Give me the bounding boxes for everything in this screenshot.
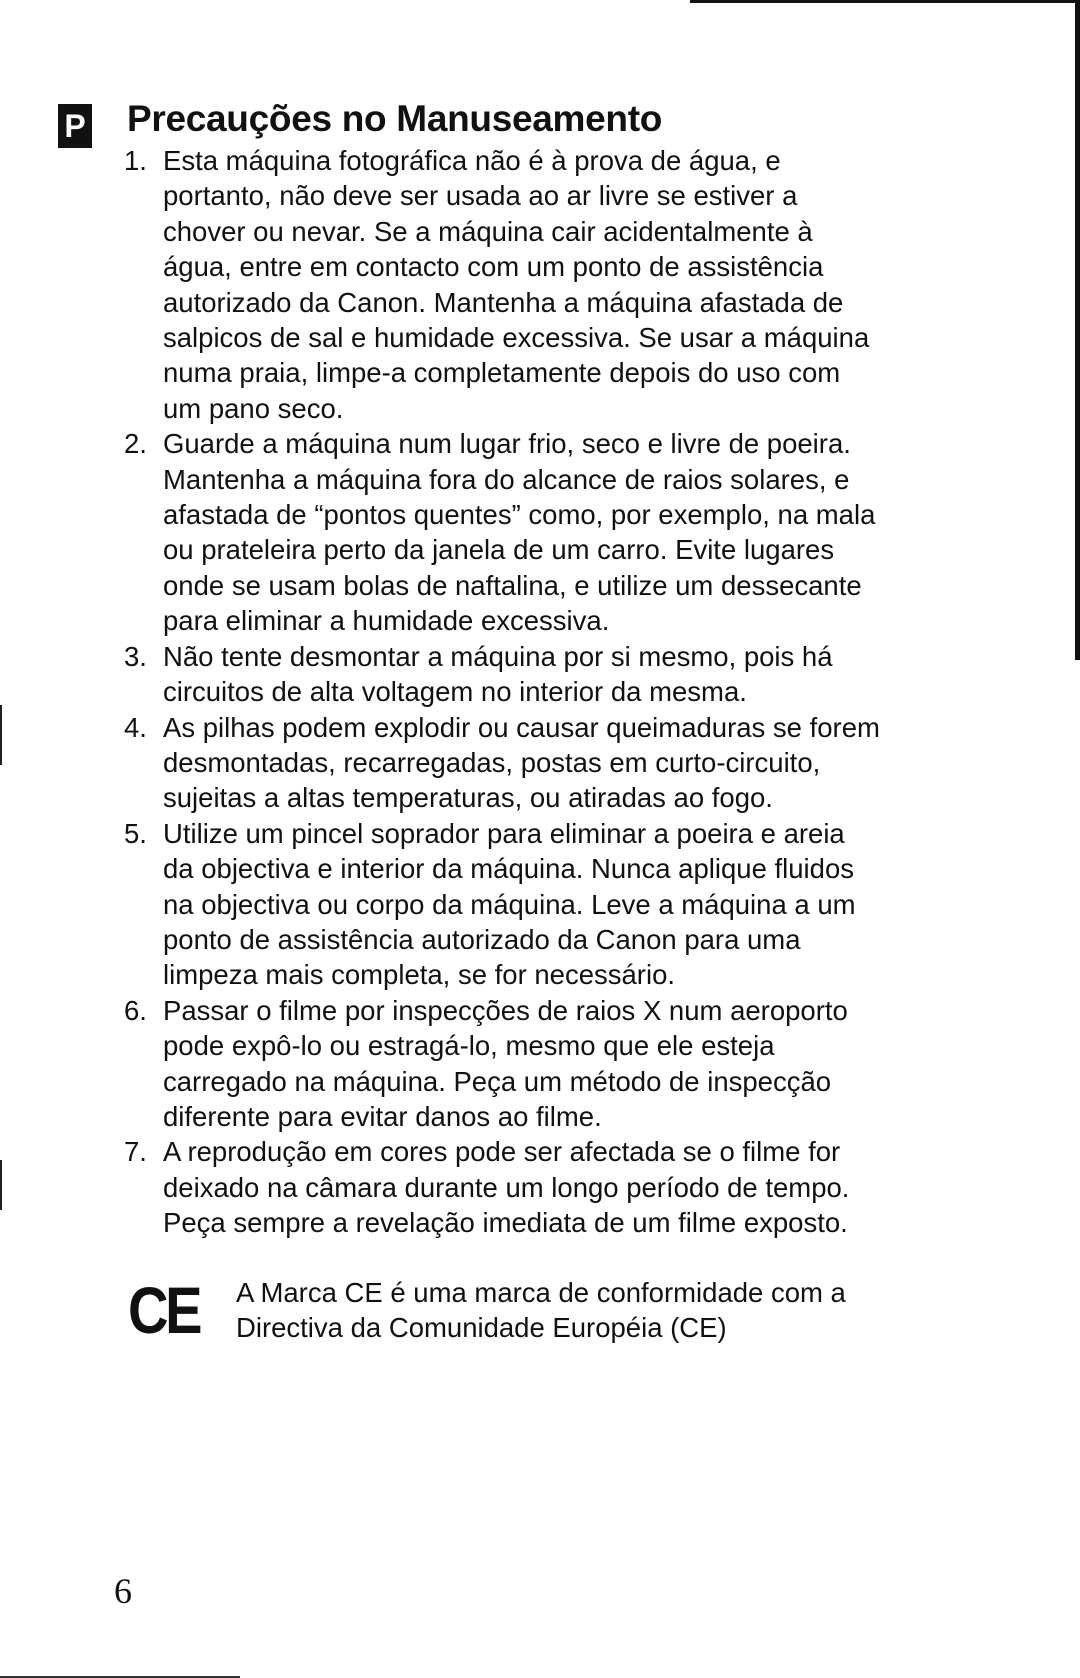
list-item: [124, 143, 944, 426]
text-line: As pilhas podem explodir ou causar queimaduras se forem: [163, 711, 880, 743]
text-line: para eliminar a humidade excessiva.: [163, 605, 610, 637]
item-number: 1.: [124, 145, 147, 176]
text-line: deixado na câmara durante um longo período de tempo.: [163, 1171, 850, 1203]
text-line: autorizado da Canon. Mantenha a máquina afastada de: [163, 286, 844, 318]
ce-text-line: Directiva da Comunidade Européia (CE): [236, 1312, 727, 1343]
text-line: ponto de assistência autorizado da Canon para uma: [163, 923, 801, 955]
item-number: 6.: [124, 994, 147, 1026]
item-number: 7.: [124, 1136, 147, 1168]
scan-edge-top: [690, 0, 1080, 3]
ce-text-line: A Marca CE é uma marca de conformidade com a: [236, 1277, 846, 1308]
list-item: [124, 426, 944, 638]
item-number: 3.: [124, 640, 147, 672]
item-text: [163, 816, 856, 993]
item-text: [163, 993, 848, 1135]
text-line: água, entre em contacto com um ponto de assistência: [163, 251, 824, 283]
text-line: salpicos de sal e humidade excessiva. Se usar a máquina: [163, 322, 870, 354]
ce-notice: [128, 1275, 846, 1345]
text-line: circuitos de alta voltagem no interior da mesma.: [163, 676, 747, 708]
text-line: portanto, não deve ser usada ao ar livre se estiver a: [163, 180, 798, 212]
text-line: pode expô-lo ou estragá-lo, mesmo que ele esteja: [163, 1030, 775, 1062]
item-number: 2.: [124, 428, 147, 460]
list-item: [124, 639, 944, 710]
page-number: 6: [114, 1571, 132, 1611]
list-item: [124, 993, 944, 1135]
text-line: na objectiva ou corpo da máquina. Leve a máquina a um: [163, 888, 856, 920]
scan-mark: [0, 705, 2, 765]
text-line: chover ou nevar. Se a máquina cair acidentalmente à: [163, 215, 813, 247]
item-text: [163, 1134, 849, 1240]
list-item: [124, 1134, 944, 1240]
language-badge: P: [58, 104, 92, 148]
item-number: 4.: [124, 711, 147, 743]
text-line: desmontadas, recarregadas, postas em curto-circuito,: [163, 746, 821, 778]
page-title: Precauções no Manuseamento: [127, 98, 663, 139]
list-item: [124, 710, 944, 816]
text-line: Mantenha a máquina fora do alcance de raios solares, e: [163, 463, 850, 495]
text-line: sujeitas a altas temperaturas, ou atiradas ao fogo.: [163, 782, 773, 814]
item-text: [163, 639, 833, 710]
text-line: carregado na máquina. Peça um método de inspecção: [163, 1065, 832, 1097]
text-line: A reprodução em cores pode ser afectada se o filme for: [163, 1136, 841, 1168]
text-line: onde se usam bolas de naftalina, e utilize um dessecante: [163, 569, 862, 601]
text-line: da objectiva e interior da máquina. Nunca aplique fluidos: [163, 853, 854, 885]
text-line: Guarde a máquina num lugar frio, seco e livre de poeira.: [163, 428, 851, 460]
text-line: Utilize um pincel soprador para eliminar a poeira e areia: [163, 817, 845, 849]
precautions-list: [124, 143, 944, 1241]
text-line: Não tente desmontar a máquina por si mesmo, pois há: [163, 640, 833, 672]
text-line: Peça sempre a revelação imediata de um filme exposto.: [163, 1207, 848, 1239]
text-line: limpeza mais completa, se for necessário.: [163, 959, 676, 991]
ce-text: [236, 1275, 846, 1345]
ce-mark-logo: CE: [128, 1273, 200, 1347]
item-number: 5.: [124, 817, 147, 849]
text-line: diferente para evitar danos ao filme.: [163, 1100, 602, 1132]
text-line: Esta máquina fotográfica não é à prova de água, e: [163, 145, 781, 176]
scan-mark: [0, 1160, 2, 1210]
item-text: [163, 710, 880, 816]
item-text: [163, 426, 875, 638]
scan-edge-right: [1075, 0, 1080, 660]
list-item: [124, 816, 944, 993]
text-line: afastada de “pontos quentes” como, por exemplo, na mala: [163, 499, 876, 531]
text-line: numa praia, limpe-a completamente depois do uso com: [163, 357, 841, 389]
text-line: um pano seco.: [163, 392, 344, 424]
item-text: [163, 143, 869, 426]
text-line: Passar o filme por inspecções de raios X num aeroporto: [163, 994, 848, 1026]
text-line: ou prateleira perto da janela de um carro. Evite lugares: [163, 534, 835, 566]
